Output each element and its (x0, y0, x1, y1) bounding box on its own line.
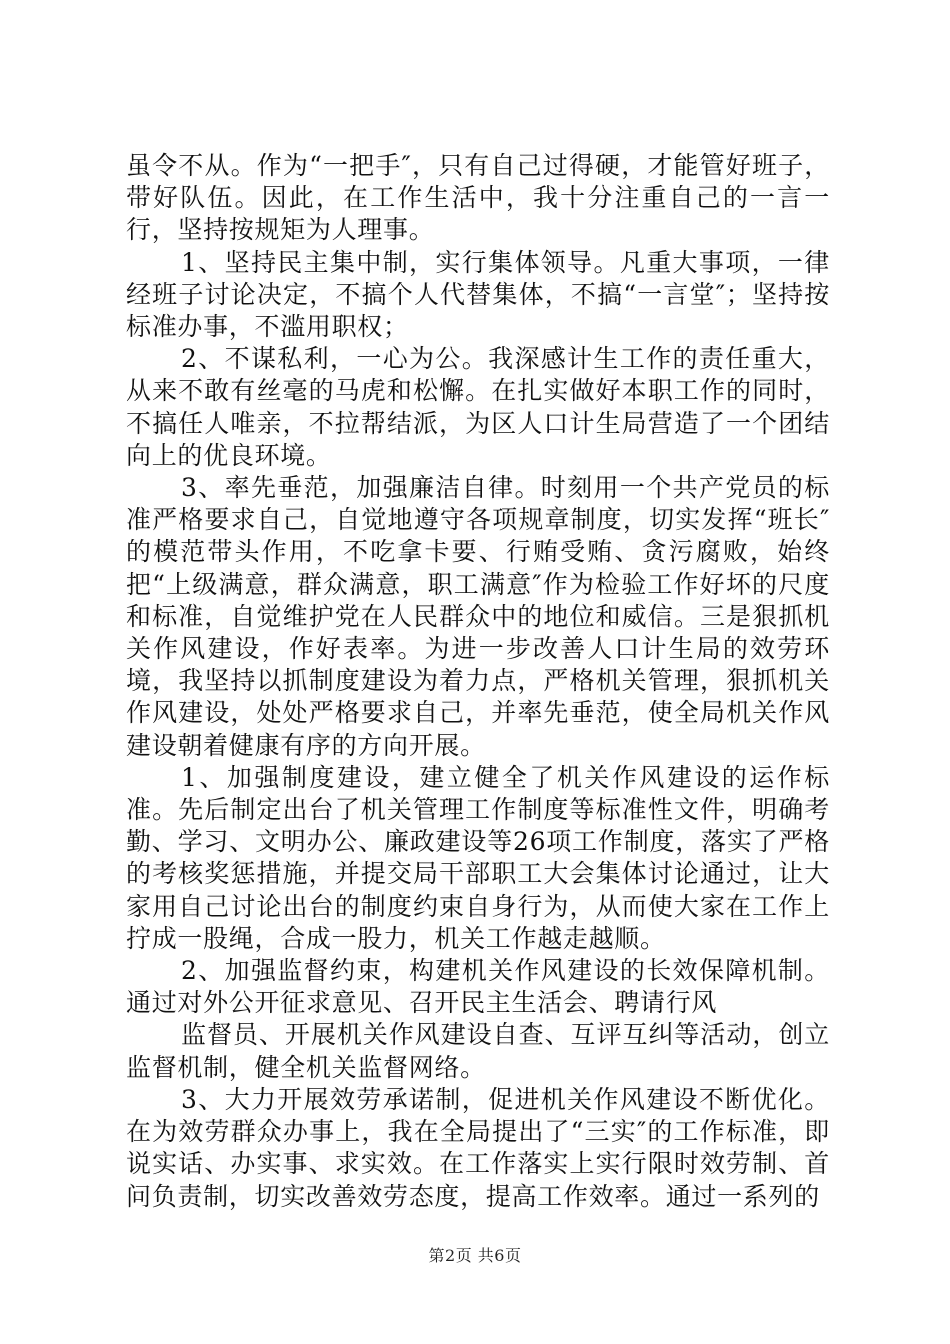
paragraph-1: 虽令不从。作为“一把手″，只有自己过得硬，才能管好班子，带好队伍。因此，在工作生活中，我十分注重自己的一言一行，坚持按规矩为人理事。 (126, 151, 830, 245)
paragraph-4: 3、率先垂范，加强廉洁自律。时刻用一个共产党员的标准严格要求自己，自觉地遵守各项规章制度，切实发挥“班长″的模范带头作用，不吃拿卡要、行贿受贿、贪污腐败，始终把“上级满意，群众满意，职工满意″作为检验工作好坏的尺度和标准，自觉维护党在人民群众中的地位和威信。三是狠抓机关作风建设，作好表率。为进一步改善人口计生局的效劳环境，我坚持以抓制度建设为着力点，严格机关管理，狠抓机关作风建设，处处严格要求自己，并率先垂范，使全局机关作风建设朝着健康有序的方向开展。 (126, 473, 830, 760)
paragraph-2: 1、坚持民主集中制，实行集体领导。凡重大事项，一律经班子讨论决定，不搞个人代替集体，不搞“一言堂″；坚持按标准办事，不滥用职权； (126, 247, 830, 342)
paragraph-6: 2、加强监督约束，构建机关作风建设的长效保障机制。通过对外公开征求意见、召开民主生活会、聘请行风 (126, 956, 830, 1018)
paragraph-5: 1、加强制度建设，建立健全了机关作风建设的运作标准。先后制定出台了机关管理工作制度等标准性文件，明确考勤、学习、文明办公、廉政建设等26项工作制度，落实了严格的考核奖惩措施，并提交局干部职工大会集体讨论通过，让大家用自己讨论出台的制度约束自身行为，从而使大家在工作上拧成一股绳，合成一股力，机关工作越走越顺。 (126, 762, 830, 953)
paragraph-8: 3、大力开展效劳承诺制，促进机关作风建设不断优化。在为效劳群众办事上，我在全局提出了“三实″的工作标准，即说实话、办实事、求实效。在工作落实上实行限时效劳制、首问负责制，切实改善效劳态度，提高工作效率。通过一系列的 (126, 1084, 830, 1211)
paragraph-7: 监督员、开展机关作风建设自查、互评互纠等活动，创立监督机制，健全机关监督网络。 (126, 1020, 830, 1082)
paragraph-3: 2、不谋私利，一心为公。我深感计生工作的责任重大，从来不敢有丝毫的马虎和松懈。在扎实做好本职工作的同时，不搞任人唯亲，不拉帮结派，为区人口计生局营造了一个团结向上的优良环境。 (126, 344, 830, 470)
page-number-footer: 第2页 共6页 (428, 1246, 522, 1265)
document-body (126, 150, 830, 1213)
